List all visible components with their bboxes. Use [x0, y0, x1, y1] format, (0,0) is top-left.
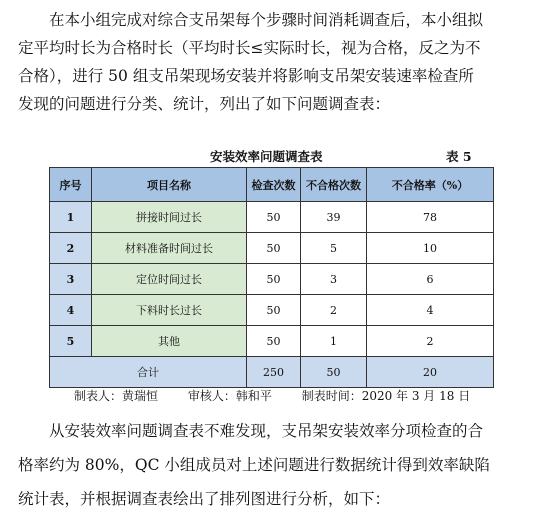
efficiency-survey-table [49, 167, 494, 388]
table-total-row [50, 357, 494, 388]
header-fail-rate: 不合格率（%） [367, 168, 494, 202]
intro-line: 在本小组完成对综合支吊架每个步骤时间消耗调查后，本小组拟 [18, 11, 484, 29]
row-fail-rate: 78 [367, 202, 494, 233]
table-reviewer: 审核人：韩和平 [187, 389, 272, 403]
row-fails: 1 [301, 326, 367, 357]
row-checks: 50 [247, 202, 301, 233]
row-fails: 39 [301, 202, 367, 233]
row-no: 4 [50, 295, 92, 326]
header-no: 序号 [50, 168, 92, 202]
row-no: 5 [50, 326, 92, 357]
intro-paragraph [18, 6, 546, 118]
table-row [50, 326, 494, 357]
intro-line: 定平均时长为合格时长（平均时长≤实际时长，视为合格，反之为不 [18, 39, 481, 57]
table-row [50, 264, 494, 295]
table-date: 制表时间：2020 年 3 月 18 日 [301, 389, 471, 403]
total-fails: 50 [301, 357, 367, 388]
row-fails: 2 [301, 295, 367, 326]
row-no: 3 [50, 264, 92, 295]
row-checks: 50 [247, 233, 301, 264]
table-row [50, 202, 494, 233]
header-fails: 不合格次数 [301, 168, 367, 202]
row-item-name: 定位时间过长 [92, 264, 247, 295]
table-number: 表 5 [446, 149, 472, 164]
outro-line: 从安装效率问题调查表不难发现，支吊架安装效率分项检查的合 [18, 422, 484, 440]
row-checks: 50 [247, 326, 301, 357]
intro-line: 发现的问题进行分类、统计，列出了如下问题调查表： [18, 95, 391, 113]
table-maker: 制表人：黄瑞恒 [74, 389, 159, 403]
row-fail-rate: 6 [367, 264, 494, 295]
row-no: 2 [50, 233, 92, 264]
row-fails: 5 [301, 233, 367, 264]
row-item-name: 其他 [92, 326, 247, 357]
row-fail-rate: 2 [367, 326, 494, 357]
table-footer [74, 387, 496, 404]
table-header-row [50, 168, 494, 202]
table-row [50, 295, 494, 326]
row-item-name: 拼接时间过长 [92, 202, 247, 233]
row-fails: 3 [301, 264, 367, 295]
header-checks: 检查次数 [247, 168, 301, 202]
row-fail-rate: 4 [367, 295, 494, 326]
row-item-name: 下料时长过长 [92, 295, 247, 326]
table-row [50, 233, 494, 264]
outro-line: 格率约为 80%，QC 小组成员对上述问题进行数据统计得到效率缺陷 [18, 456, 490, 474]
total-fail-rate: 20 [367, 357, 494, 388]
table-title: 安装效率问题调查表 [210, 149, 323, 164]
outro-line: 统计表，并根据调查表绘出了排列图进行分析，如下： [18, 490, 391, 508]
total-checks: 250 [247, 357, 301, 388]
table-caption [0, 147, 559, 167]
intro-line: 合格），进行 50 组支吊架现场安装并将影响支吊架安装速率检查所 [18, 67, 474, 85]
row-item-name: 材料准备时间过长 [92, 233, 247, 264]
row-fail-rate: 10 [367, 233, 494, 264]
total-label: 合计 [50, 357, 247, 388]
outro-paragraph [18, 414, 546, 516]
row-no: 1 [50, 202, 92, 233]
header-item-name: 项目名称 [92, 168, 247, 202]
row-checks: 50 [247, 295, 301, 326]
row-checks: 50 [247, 264, 301, 295]
